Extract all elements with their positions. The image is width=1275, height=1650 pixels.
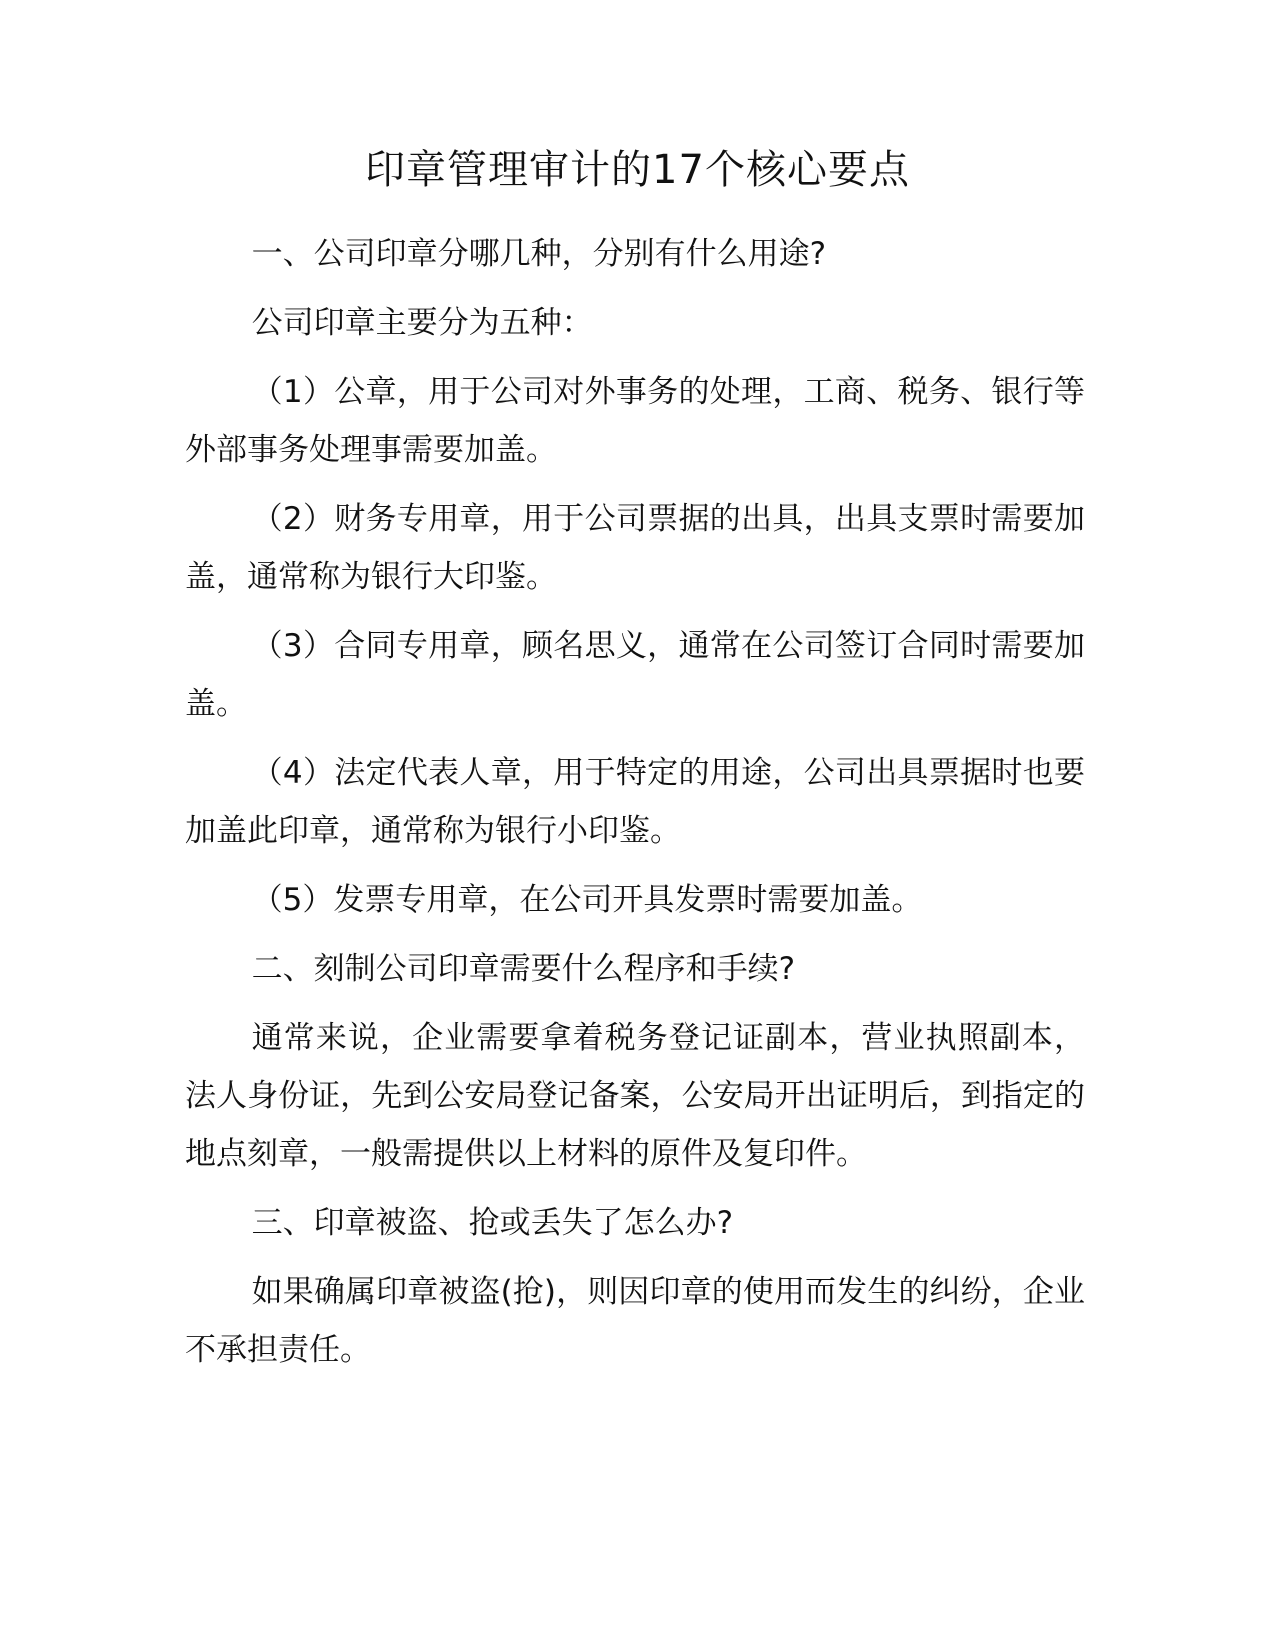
list-item-5: （5）发票专用章，在公司开具发票时需要加盖。	[251, 882, 923, 918]
list-item-1: （1）公章，用于公司对外事务的处理，工商、税务、银行等外部事务处理事需要加盖。	[185, 374, 1085, 468]
section-heading-1: 一、公司印章分哪几种，分别有什么用途?	[251, 236, 827, 272]
document-title: 印章管理审计的17个核心要点	[365, 147, 910, 193]
paragraph-intro: 公司印章主要分为五种：	[251, 305, 593, 341]
paragraph-theft: 如果确属印章被盗(抢)，则因印章的使用而发生的纠纷，企业不承担责任。	[185, 1274, 1085, 1368]
paragraph-procedure: 通常来说，企业需要拿着税务登记证副本，营业执照副本，法人身份证，先到公安局登记备案，公安局开出证明后，到指定的地点刻章，一般需提供以上材料的原件及复印件。	[185, 1020, 1085, 1172]
document-body	[185, 225, 1085, 1390]
list-item-3: （3）合同专用章，顾名思义，通常在公司签订合同时需要加盖。	[185, 628, 1085, 722]
list-item-2: （2）财务专用章，用于公司票据的出具，出具支票时需要加盖，通常称为银行大印鉴。	[185, 501, 1085, 595]
list-item-4: （4）法定代表人章，用于特定的用途，公司出具票据时也要加盖此印章，通常称为银行小印鉴。	[185, 755, 1085, 849]
section-heading-3: 三、印章被盗、抢或丢失了怎么办?	[251, 1205, 734, 1241]
section-heading-2: 二、刻制公司印章需要什么程序和手续?	[251, 951, 796, 987]
